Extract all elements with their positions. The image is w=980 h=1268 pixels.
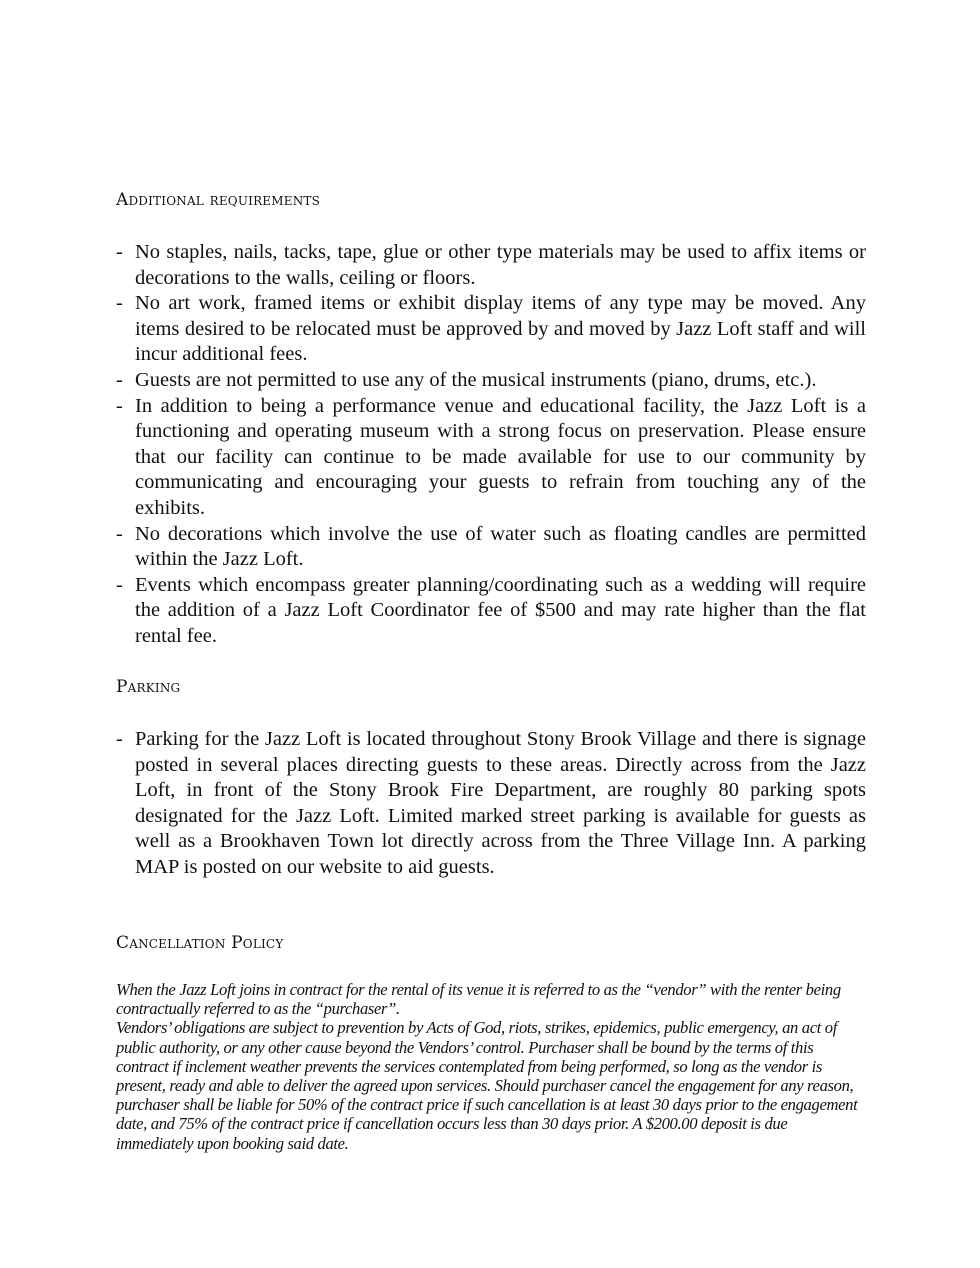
list-item: - Guests are not permitted to use any of the musical instruments (piano, drums, etc.). — [116, 368, 866, 394]
cancellation-policy-heading: Cancellation Policy — [116, 933, 284, 953]
bullet-dash: - — [116, 292, 123, 315]
list-item: - Events which encompass greater planning/coordinating such as a wedding will require the addition of a Jazz Loft Coordinator fee of $500 and may rate higher than the flat rental fee. — [116, 573, 866, 647]
list-item: - Parking for the Jazz Loft is located throughout Stony Brook Village and there is signage posted in several places directing guests to these areas. Directly across from the Jazz Loft, in front of the Stony Brook Fire Department, are roughly 80 parking spots designated for the Jazz Loft. Limited marked street parking is available for guests as well as a Brookhaven Town lot directly across from the Three Village Inn. A parking MAP is posted on our website to aid guests. — [116, 728, 866, 878]
bullet-dash: - — [116, 241, 123, 263]
additional-requirements-heading: Additional requirements — [116, 190, 321, 210]
parking-heading: Parking — [116, 677, 181, 697]
policy-paragraph: Vendors’ obligations are subject to prevention by Acts of God, riots, strikes, epidemics, public emergency, an act of public authority, or any other cause beyond the Vendors’ control. Purchaser shall be bound by the terms of this contract if inclement weather prevents the services contemplated from being performed, so long as the vendor is present, ready and able to deliver the agreed upon services. Should purchaser cancel the engagement for any reason, purchaser shall be liable for 50% of the contract price if such cancellation is at least 30 days prior to the engagement date, and 75% of the contract price if cancellation occurs less than 30 days prior. A $200.00 deposit is due immediately upon booking said date. — [116, 1018, 858, 1153]
list-item: - No staples, nails, tacks, tape, glue or other type materials may be used to affix items or decorations to the walls, ceiling or floors. — [116, 241, 866, 289]
bullet-dash: - — [116, 394, 123, 417]
cancellation-policy-text — [116, 980, 868, 1153]
parking-list — [116, 727, 866, 881]
list-item: - No decorations which involve the use of water such as floating candles are permitted within the Jazz Loft. — [116, 522, 866, 571]
list-item: - No art work, framed items or exhibit display items of any type may be moved. Any items desired to be relocated must be approved by and moved by Jazz Loft staff and will incur additional fees. — [116, 292, 866, 366]
policy-paragraph: When the Jazz Loft joins in contract for the rental of its venue it is referred to as the “vendor” with the renter being contractually referred to as the “purchaser”. — [116, 980, 841, 1019]
bullet-dash: - — [116, 573, 123, 596]
bullet-dash: - — [116, 522, 123, 545]
bullet-dash: - — [116, 728, 123, 750]
list-item: - In addition to being a performance venue and educational facility, the Jazz Loft is a functioning and operating museum with a strong focus on preservation. Please ensure that our facility can continue to be made available for use to our community by communicating and encouraging your guests to refrain from touching any of the exhibits. — [116, 394, 866, 519]
bullet-dash: - — [116, 368, 123, 391]
additional-requirements-list — [116, 240, 866, 650]
